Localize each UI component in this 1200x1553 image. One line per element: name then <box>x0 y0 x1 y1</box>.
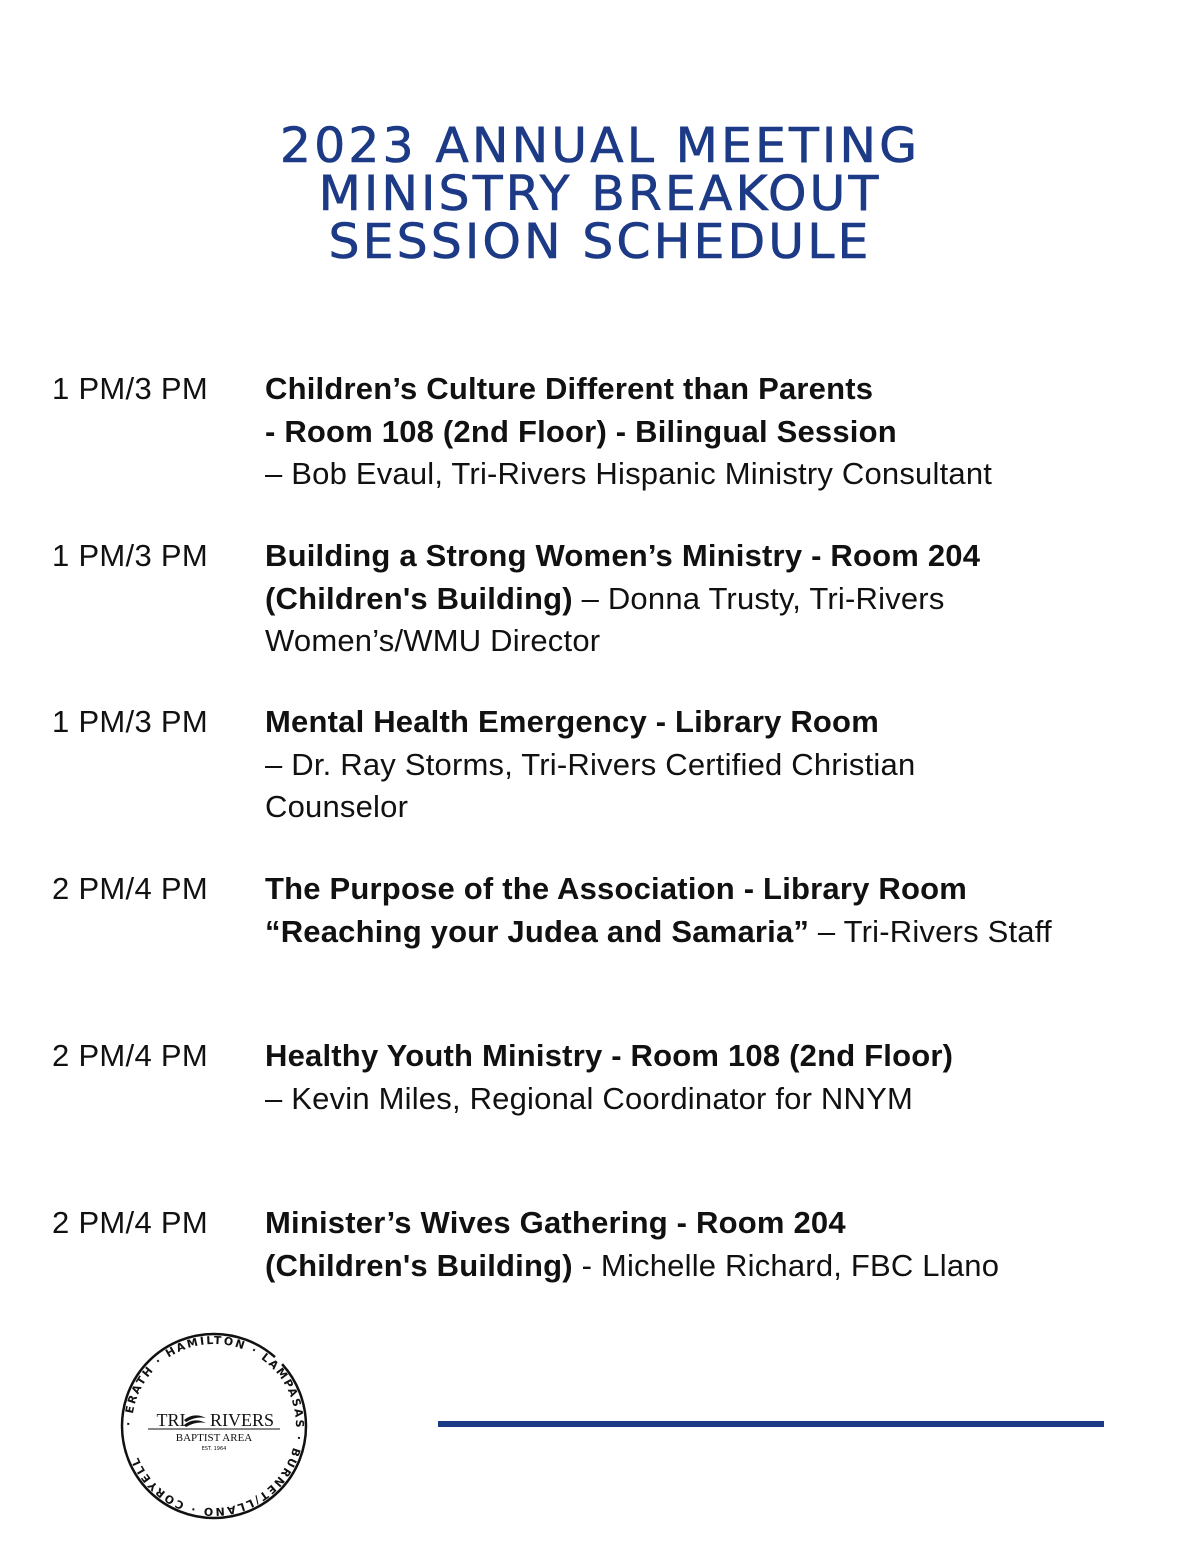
logo-established: EST. 1964 <box>201 1446 227 1452</box>
session-title: Mental Health Emergency - Library Room <box>265 704 879 739</box>
session-location: (Children's Building) <box>265 580 573 616</box>
session-title: The Purpose of the Association - Library Room <box>265 871 967 906</box>
session-details <box>265 368 1160 496</box>
logo-name-left: TRI <box>156 1410 186 1430</box>
logo-ring-text: · ERATH · HAMILTON · LAMPASAS · BURNET/LLANO · CORYELL <box>121 1333 307 1519</box>
session-title: Minister’s Wives Gathering - Room 204 <box>265 1205 846 1240</box>
session-time: 1 PM/3 PM <box>52 704 209 739</box>
session-title: Children’s Culture Different than Parents <box>265 371 874 406</box>
logo-wave-icon <box>184 1420 206 1427</box>
title-line-2: MINISTRY BREAKOUT <box>318 166 882 222</box>
session-time: 2 PM/4 PM <box>52 1205 209 1240</box>
logo-seal-icon <box>118 1330 310 1522</box>
session-presenter: – Tri-Rivers Staff <box>809 913 1052 949</box>
session-details <box>265 1202 1160 1287</box>
session-title: Healthy Youth Ministry - Room 108 (2nd Floor) <box>265 1038 954 1073</box>
logo-subtitle: BAPTIST AREA <box>175 1432 253 1444</box>
page-title <box>0 118 1200 270</box>
session-presenter-role: Women’s/WMU Director <box>265 623 601 658</box>
session-location: (Children's Building) <box>265 1247 573 1283</box>
session-presenter: – Donna Trusty, Tri-Rivers <box>572 580 945 616</box>
session-time: 1 PM/3 PM <box>52 538 209 573</box>
session-subtitle: “Reaching your Judea and Samaria” <box>265 913 810 949</box>
session-presenter: - Michelle Richard, FBC Llano <box>572 1247 1000 1283</box>
session-presenter-role: Counselor <box>265 789 409 824</box>
session-presenter: – Kevin Miles, Regional Coordinator for NNYM <box>265 1080 914 1116</box>
session-details <box>265 868 1160 953</box>
session-time: 2 PM/4 PM <box>52 871 209 906</box>
session-presenter: – Dr. Ray Storms, Tri-Rivers Certified Christian <box>265 746 916 782</box>
footer-divider <box>438 1421 1104 1427</box>
title-line-1: 2023 ANNUAL MEETING <box>279 118 921 174</box>
logo-name-right: RIVERS <box>209 1410 275 1430</box>
title-line-3: SESSION SCHEDULE <box>328 214 872 270</box>
session-details <box>265 701 1160 829</box>
session-details <box>265 535 1160 663</box>
session-time: 1 PM/3 PM <box>52 371 209 406</box>
session-title: Building a Strong Women’s Ministry - Room 204 <box>265 538 981 573</box>
tri-rivers-logo <box>118 1330 310 1522</box>
session-presenter: – Bob Evaul, Tri-Rivers Hispanic Ministry Consultant <box>265 456 993 491</box>
session-location: - Room 108 (2nd Floor) - Bilingual Session <box>265 413 897 449</box>
session-time: 2 PM/4 PM <box>52 1038 209 1073</box>
session-details <box>265 1035 1160 1120</box>
